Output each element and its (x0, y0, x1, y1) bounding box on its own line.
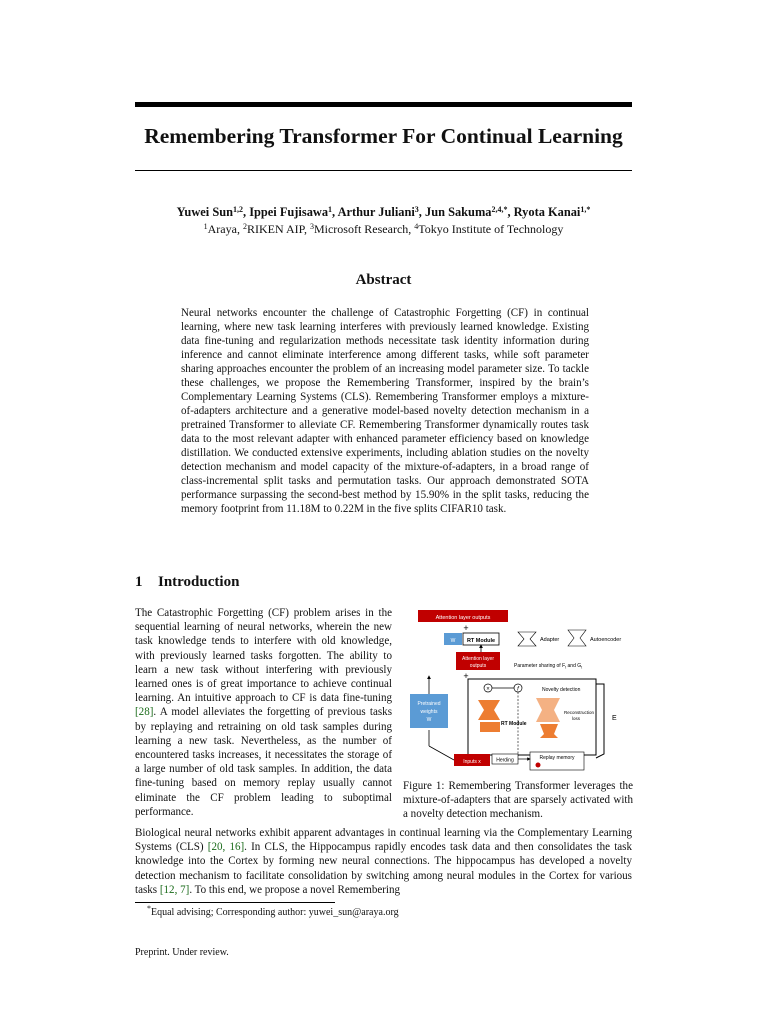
author-superscript: 1,2 (233, 205, 243, 214)
footnote-rule (135, 902, 335, 903)
section-number: 1 (135, 574, 143, 590)
footnote (147, 904, 399, 918)
footnote-mark: * (147, 904, 151, 913)
reconstruction-label-1: Reconstruction (564, 710, 595, 715)
affiliation-superscript: 3 (309, 222, 314, 231)
adapter-shape (478, 700, 500, 720)
plus-sign-mid: + (463, 671, 469, 681)
section-heading (135, 574, 239, 591)
citation-link[interactable]: [12, (159, 883, 178, 896)
author-separator: , (507, 205, 514, 219)
paragraph-text: . A model alleviates the forgetting of previous tasks by replaying and retraining on old task samples during learning a new task. Nevertheless, as the number of encountered tasks increases, it necessitates the storage of a large number of old task samples. In addition, the data fine-tuning based on memory replay usually cannot eliminate the CF problem leading to suboptimal performance. (135, 706, 392, 818)
attention-outputs-label-mid-2: outputs (469, 663, 487, 669)
author-name: Ippei Fujisawa (249, 205, 329, 219)
container-shadow (596, 684, 604, 758)
adapter-label: Adapter (540, 637, 560, 643)
author-name: Jun Sakuma (425, 205, 492, 219)
replay-memory-label: Replay memory (539, 755, 575, 761)
pretrained-label-3: W (426, 717, 432, 723)
author-superscript: 3 (414, 205, 419, 214)
autoencoder-shape (536, 698, 560, 722)
affiliation-separator: , (236, 222, 243, 236)
abstract-heading: Abstract (355, 272, 412, 288)
multiply-symbol: × (486, 686, 490, 693)
author-name: Arthur Juliani (337, 205, 415, 219)
affiliation-name: Microsoft Research (313, 222, 409, 236)
section-title: Introduction (158, 574, 240, 590)
e-label: E (612, 715, 617, 722)
figure-1 (400, 606, 632, 776)
architecture-diagram (400, 606, 632, 776)
affiliation-name: Tokyo Institute of Technology (418, 222, 564, 236)
affiliation-list (135, 222, 632, 237)
affiliation-separator: , (408, 222, 415, 236)
memory-dot (536, 763, 541, 768)
paper-title: Remembering Transformer For Continual Learning (144, 124, 623, 148)
inputs-label: Inputs x (463, 759, 481, 765)
preprint-note: Preprint. Under review. (135, 947, 229, 958)
title-top-rule (135, 102, 632, 107)
rt-module-label: RT Module (466, 638, 496, 644)
citation-link[interactable]: [28] (135, 706, 154, 719)
paragraph-text: Biological neural networks exhibit apparent advantages in continual learning via the Complementary Learning Systems (CLS) (135, 827, 632, 854)
citation-link[interactable]: 7] (180, 883, 190, 896)
inputs-link (429, 746, 454, 760)
novelty-detection-label: Novelty detection (542, 687, 581, 693)
pretrained-label-1: Pretrained (417, 701, 441, 707)
affiliation-superscript: 2 (242, 222, 247, 231)
herding-label: Herding (496, 757, 514, 764)
affiliation-superscript: 1 (203, 222, 208, 231)
author-name: Ryota Kanai (513, 205, 581, 219)
author-superscript: 1 (328, 205, 333, 214)
reconstruction-label-2: loss (572, 716, 581, 721)
adapter-bottom (480, 722, 500, 732)
citation-link[interactable]: [20, (207, 841, 226, 854)
affiliation-superscript: 4 (414, 222, 419, 231)
attention-outputs-label-mid-1: Attention layer (462, 656, 494, 662)
paragraph-text: . To this end, we propose a novel Remembering (189, 883, 401, 896)
rt-module-inner-label: RT Module (501, 721, 527, 727)
plus-sign-top: + (463, 623, 469, 633)
author-list (135, 205, 632, 220)
affiliation-name: RIKEN AIP (246, 222, 304, 236)
autoencoder-bottom (540, 724, 558, 738)
attention-outputs-label-top: Attention layer outputs (435, 615, 491, 621)
figure-caption: Figure 1: Remembering Transformer leverages the mixture-of-adapters that are sparsely activated with a novelty detection mechanism. (403, 780, 633, 821)
gate-symbol: f (517, 686, 519, 693)
param-sharing-label: Parameter sharing of $F_t$ and $G_t$ (514, 663, 583, 670)
author-separator: , (243, 205, 250, 219)
paragraph-text: . In CLS, the Hippocampus rapidly encodes task data and then consolidates the task knowledge into the Cortex by forming new neural connections. The hippocampus has developed a novelty detection mechanism to facilitate consolidation by switching among neural modules in the Cortex for various tasks (135, 841, 632, 896)
adapter-icon (518, 632, 536, 646)
abstract-text: Neural networks encounter the challenge of Catastrophic Forgetting (CF) in continual learning, where new task learning interferes with previously learned knowledge. Existing data fine-tuning and regularization methods necessitate task identity information during inference and cannot eliminate interference among different tasks, while soft parameter sharing approaches encounter the problem of an increasing model parameter size. To tackle these challenges, we propose the Remembering Transformer, inspired by the brain’s Complementary Learning Systems (CLS). Remembering Transformer employs a mixture-of-adapters architecture and a generative model-based novelty detection mechanism in a pretrained Transformer to alleviate CF. Remembering Transformer dynamically routes task data to the most relevant adapter with enhanced parameter efficiency based on knowledge distillation. We conducted extensive experiments, including ablation studies on the novelty detection mechanism and model capacity of the mixture-of-adapters, in a broad range of class-incremental split tasks and permutation tasks. Our approach demonstrated SOTA performance surpassing the second-best method by 15.90% in the split tasks, reducing the memory footprint from 11.18M to 0.22M in the five splits CIFAR10 task. (181, 307, 589, 515)
weight-label: W (450, 638, 456, 644)
intro-paragraph-1 (135, 606, 392, 819)
footnote-text: Equal advising; Corresponding author: yuwei_sun@araya.org (151, 907, 399, 918)
author-name: Yuwei Sun (176, 205, 233, 219)
author-superscript: 1,* (580, 205, 591, 214)
affiliation-separator: , (303, 222, 310, 236)
citation-link[interactable]: 16] (229, 841, 245, 854)
pretrained-label-2: weights (420, 709, 438, 715)
paragraph-text: The Catastrophic Forgetting (CF) problem arises in the sequential learning of neural networks, wherein the new task knowledge tends to interfere with old knowledge, with previously learned tasks forgotten. The ability to learn a new task without interfering with previously learned ones is of great importance to achieve continual learning. An intuitive approach to CF is data fine-tuning (135, 607, 392, 705)
author-separator: , (418, 205, 425, 219)
autoencoder-label: Autoencoder (590, 637, 622, 643)
author-separator: , (332, 205, 338, 219)
intro-paragraph-2 (135, 826, 632, 897)
affiliation-name: Araya (207, 222, 237, 236)
title-bottom-rule (135, 170, 632, 171)
autoencoder-icon (568, 630, 586, 646)
author-superscript: 2,4,* (491, 205, 508, 214)
